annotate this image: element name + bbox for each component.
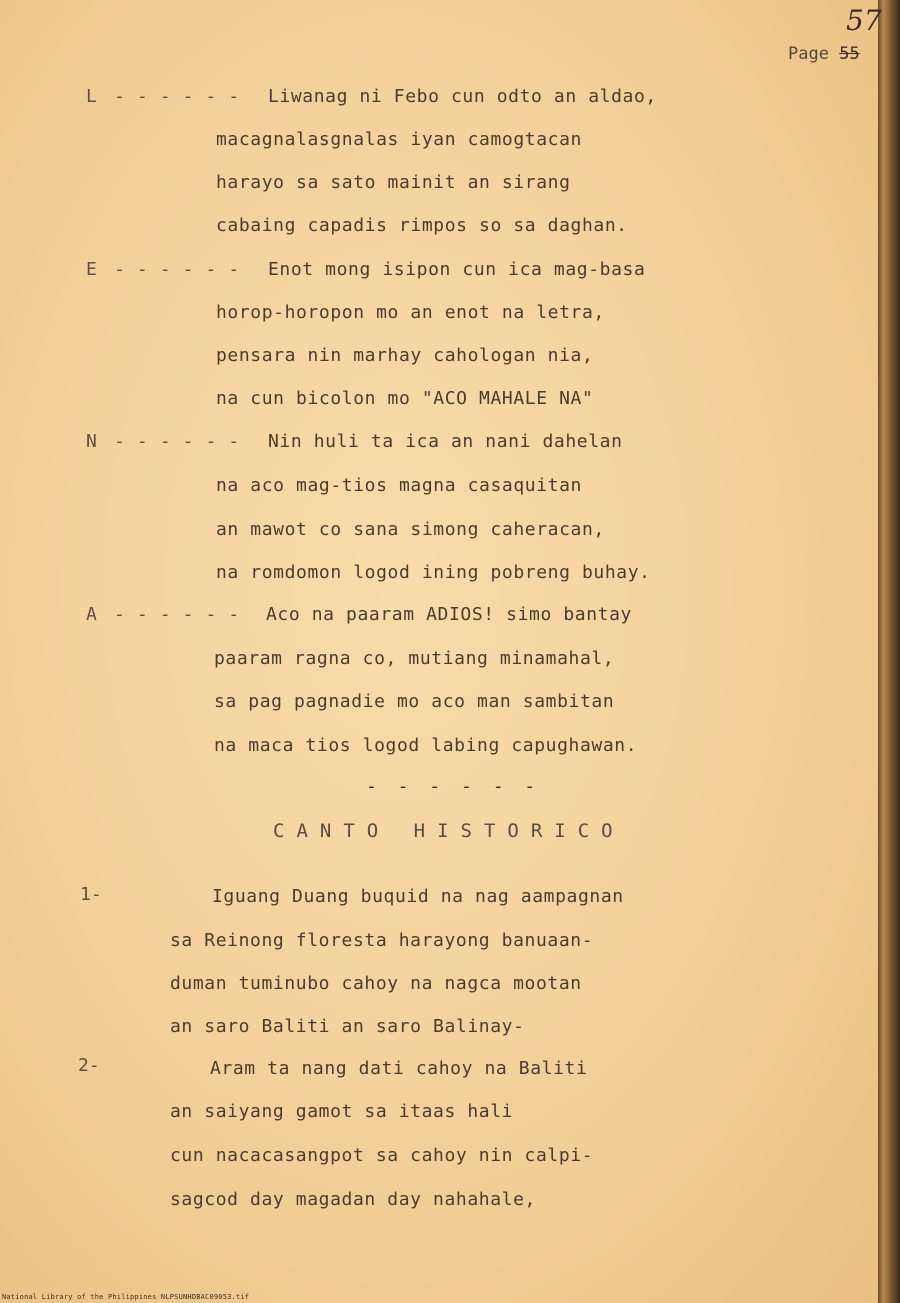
stanza-line: na aco mag-tios magna casaquitan	[216, 475, 582, 496]
stanza-line: paaram ragna co, mutiang minamahal,	[214, 648, 615, 669]
stanza-line: Nin huli ta ica an nani dahelan	[268, 431, 623, 452]
verse-number: 2-	[78, 1055, 100, 1076]
stanza-dashes: - - - - - -	[114, 259, 240, 280]
stanza-line: na maca tios logod labing capughawan.	[214, 735, 638, 756]
verse-number: 1-	[80, 884, 102, 905]
page-label-text: Page	[788, 44, 829, 64]
stanza-line: harayo sa sato mainit an sirang	[216, 172, 571, 193]
section-divider: - - - - - -	[366, 776, 541, 797]
verse-line: duman tuminubo cahoy na nagca mootan	[170, 973, 582, 994]
section-heading: CANTO HISTORICO	[273, 820, 625, 842]
stanza-line: horop-horopon mo an enot na letra,	[216, 302, 605, 323]
stanza-letter: E	[86, 259, 98, 280]
stanza-line: na romdomon logod ining pobreng buhay.	[216, 562, 651, 583]
stanza-line: Liwanag ni Febo cun odto an aldao,	[268, 86, 657, 107]
verse-line: an saro Baliti an saro Balinay-	[170, 1016, 525, 1037]
stanza-line: Aco na paaram ADIOS! simo bantay	[266, 604, 632, 625]
stanza-dashes: - - - - - -	[114, 604, 240, 625]
verse-line: Aram ta nang dati cahoy na Baliti	[210, 1058, 588, 1079]
stanza-line: sa pag pagnadie mo aco man sambitan	[214, 691, 615, 712]
stanza-letter: A	[86, 604, 98, 625]
stanza-line: cabaing capadis rimpos so sa daghan.	[216, 215, 628, 236]
stanza-line: an mawot co sana simong caheracan,	[216, 519, 605, 540]
handwritten-page-number: 57	[846, 4, 882, 37]
stanza-line: Enot mong isipon cun ica mag-basa	[268, 259, 646, 280]
verse-line: Iguang Duang buquid na nag aampagnan	[212, 886, 624, 907]
stanza-dashes: - - - - - -	[114, 86, 240, 107]
scan-footer: National Library of the Philippines NLPSUNHDBAC09053.tif	[2, 1293, 250, 1301]
verse-line: an saiyang gamot sa itaas hali	[170, 1101, 514, 1122]
page-edge	[878, 0, 900, 1303]
verse-line: sagcod day magadan day nahahale,	[170, 1189, 536, 1210]
stanza-line: pensara nin marhay cahologan nia,	[216, 345, 594, 366]
page-label	[788, 44, 860, 64]
stanza-dashes: - - - - - -	[114, 431, 240, 452]
stanza-line: na cun bicolon mo "ACO MAHALE NA"	[216, 388, 594, 409]
stanza-letter: L	[86, 86, 98, 107]
stanza-line: macagnalasgnalas iyan camogtacan	[216, 129, 582, 150]
stanza-letter: N	[86, 431, 98, 452]
verse-line: sa Reinong floresta harayong banuaan-	[170, 930, 594, 951]
struck-page-number: 55	[839, 44, 860, 64]
verse-line: cun nacacasangpot sa cahoy nin calpi-	[170, 1145, 594, 1166]
